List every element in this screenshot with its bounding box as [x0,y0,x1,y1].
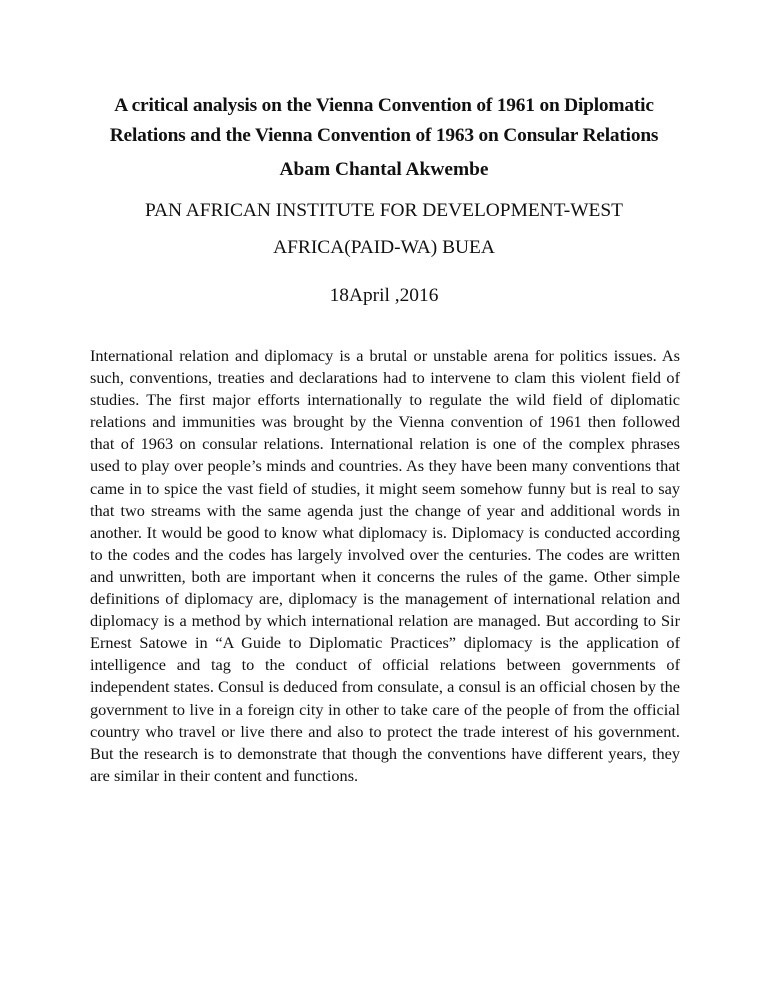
document-date: 18April ,2016 [329,285,439,306]
institution-line-1: PAN AFRICAN INSTITUTE FOR DEVELOPMENT-WEST [145,200,623,221]
title-line-2: Relations and the Vienna Convention of 1963 on Consular Relations [109,125,659,146]
title-line-1: A critical analysis on the Vienna Convention of 1961 on Diplomatic [114,95,654,116]
institution-line-2: AFRICA(PAID-WA) BUEA [273,237,495,258]
document-title [60,91,708,151]
institution [60,192,708,266]
author-name: Abam Chantal Akwembe [279,159,489,180]
abstract-paragraph: International relation and diplomacy is a brutal or unstable arena for politics issues. As such, conventions, treaties and declarations had to intervene to clam this violent field of studies. The first major efforts internationally to regulate the wild field of diplomatic relations and immunities was brought by the Vienna convention of 1961 then followed that of 1963 on consular relations. International relation is one of the complex phrases used to play over people’s minds and countries. As they have been many conventions that came in to spice the vast field of studies, it might seem somehow funny but is real to say that two streams with the same agenda just the change of year and additional words in another. It would be good to know what diplomacy is. Diplomacy is conducted according to the codes and the codes has largely involved over the centuries. The codes are written and unwritten, both are important when it concerns the rules of the game. Other simple definitions of diplomacy are, diplomacy is the management of international relation and diplomacy is a method by which international relation are managed. But according to Sir Ernest Satowe in “A Guide to Diplomatic Practices” diplomacy is the application of intelligence and tag to the conduct of official relations between governments of independent states. Consul is deduced from consulate, a consul is an official chosen by the government to live in a foreign city in other to take care of the people of from the official country who travel or live there and also to protect the trade interest of his government. But the research is to demonstrate that though the conventions have different years, they are similar in their content and functions. [90,346,680,785]
